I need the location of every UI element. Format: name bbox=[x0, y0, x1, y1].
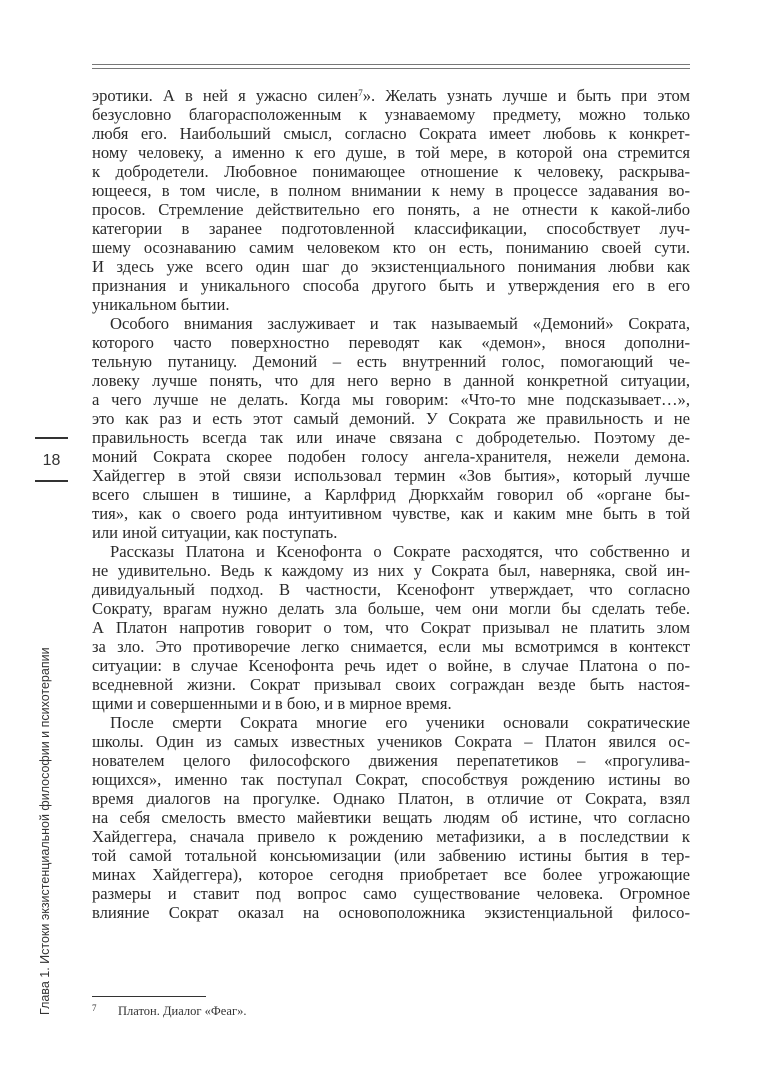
footnote bbox=[92, 1003, 246, 1019]
text-line: а чего лучше не делать. Когда мы говорим: «Что-то мне подсказывает…», bbox=[92, 390, 690, 409]
text-line: Сократу, врагам нужно делать зла больше, чем они могли бы сделать тебе. bbox=[92, 599, 690, 618]
paragraph bbox=[92, 314, 690, 542]
text-line: ловеку лучше понять, что для него верно в данной конкретной ситуации, bbox=[92, 371, 690, 390]
text-line: размеры и ставит под вопрос само существование человека. Огромное bbox=[92, 884, 690, 903]
body-text bbox=[92, 86, 690, 922]
text-line: Рассказы Платона и Ксенофонта о Сократе расходятся, что собственно и bbox=[110, 542, 690, 561]
text-line: тельную путаницу. Демоний – есть внутренний голос, помогающий че- bbox=[92, 352, 690, 371]
text-line: вседневной жизни. Сократ призывал своих сограждан везде быть настоя- bbox=[92, 675, 690, 694]
text-line: минах Хайдеггера), которое сегодня приобретает все более угрожающие bbox=[92, 865, 690, 884]
text-line: ситуации: в случае Ксенофонта речь идет о войне, в случае Платона о по- bbox=[92, 656, 690, 675]
text-line: любя его. Наибольший смысл, согласно Сократа имеет любовь к конкрет- bbox=[92, 124, 690, 143]
running-head: Глава 1. Истоки экзистенциальной философии и психотерапии bbox=[38, 647, 52, 1015]
text-line: за зло. Это противоречие легко снимается, если мы всмотримся в контекст bbox=[92, 637, 690, 656]
paragraph bbox=[92, 542, 690, 713]
text-line: на себя смелость вместо майевтики вещать людям об истине, что согласно bbox=[92, 808, 690, 827]
page-number: 18 bbox=[42, 452, 61, 469]
text-line: это как раз и есть этот самый демоний. У Сократа же правильность и не bbox=[92, 409, 690, 428]
text-line: или иной ситуации, как поступать. bbox=[92, 523, 338, 542]
text-line: уникальном бытии. bbox=[92, 295, 230, 314]
page-number-rule-top bbox=[35, 437, 68, 439]
text-line: эротики. А в ней я ужасно силен$^7$». Желать узнать лучше и быть при этом bbox=[92, 86, 690, 105]
footnote-rule bbox=[92, 996, 206, 997]
text-line: которого часто поверхностно переводят как «демон», внося дополни- bbox=[92, 333, 690, 352]
text-line: Хайдеггер в этой связи использовал термин «Зов бытия», который лучше bbox=[92, 466, 690, 485]
text-line: нователем целого философского движения перепатетиков – «прогулива- bbox=[92, 751, 690, 770]
paragraph bbox=[92, 86, 690, 314]
header-rule-top bbox=[92, 64, 690, 65]
text-line: безусловно благорасположенным к узнаваемому предмету, можно только bbox=[92, 105, 690, 124]
text-line: влияние Сократ оказал на основоположника экзистенциальной филосо- bbox=[92, 903, 690, 922]
text-line: признания и уникального способа другого быть и утверждения его в его bbox=[92, 276, 690, 295]
paragraph bbox=[92, 713, 690, 922]
footnote-number: 7 bbox=[92, 1003, 97, 1013]
text-line: категории в заранее подготовленной классификации, способствует луч- bbox=[92, 219, 690, 238]
text-line: ющихся», именно так поступал Сократ, способствуя рождению истины во bbox=[92, 770, 690, 789]
text-line: к добродетели. Любовное понимающее отношение к человеку, раскрыва- bbox=[92, 162, 690, 181]
text-line: щими и совершенными и в бою, и в мирное время. bbox=[92, 694, 452, 713]
text-line: не удивительно. Ведь к каждому из них у Сократа был, наверняка, свой ин- bbox=[92, 561, 690, 580]
text-line: моний Сократа скорее подобен голосу ангела-хранителя, нежели демона. bbox=[92, 447, 690, 466]
text-line: ному человеку, а именно к его душе, в той мере, в которой она стремится bbox=[92, 143, 690, 162]
header-rule-bottom bbox=[92, 68, 690, 69]
text-line: После смерти Сократа многие его ученики основали сократические bbox=[110, 713, 690, 732]
page-number-rule-bottom bbox=[35, 480, 68, 482]
text-line: шему осознаванию самим человеком кто он есть, пониманию своей сути. bbox=[92, 238, 690, 257]
text-line: дивидуальный подход. В частности, Ксенофонт утверждает, что согласно bbox=[92, 580, 690, 599]
text-line: И здесь уже всего один шаг до экзистенциального понимания любви как bbox=[92, 257, 690, 276]
text-line: правильность всегда так или иначе связана с добродетелью. Поэтому де- bbox=[92, 428, 690, 447]
text-line: школы. Один из самых известных учеников Сократа – Платон явился ос- bbox=[92, 732, 690, 751]
footnote-ref[interactable]: 7 bbox=[358, 88, 363, 98]
text-line: той самой тотальной консьюмизации (или забвению истины бытия в тер- bbox=[92, 846, 690, 865]
text-line: Хайдеггера, сначала привело к рождению метафизики, а в последствии к bbox=[92, 827, 690, 846]
text-line: тия», как о своего рода интуитивном чувстве, как и каким мне быть в той bbox=[92, 504, 690, 523]
text-line: А Платон напротив говорит о том, что Сократ призывал не платить злом bbox=[92, 618, 690, 637]
footnote-text: Платон. Диалог «Феаг». bbox=[118, 1004, 247, 1018]
text-line: всего слышен в тишине, а Карлфрид Дюркхайм говорил об «органе бы- bbox=[92, 485, 690, 504]
text-line: ющееся, в том числе, в полном внимании к нему в процессе задавания во- bbox=[92, 181, 690, 200]
text-line: просов. Стремление действительно его понять, а не отнести к какой-либо bbox=[92, 200, 690, 219]
text-line: время диалогов на прогулке. Однако Платон, в отличие от Сократа, взял bbox=[92, 789, 690, 808]
text-line: Особого внимания заслуживает и так называемый «Демоний» Сократа, bbox=[110, 314, 690, 333]
